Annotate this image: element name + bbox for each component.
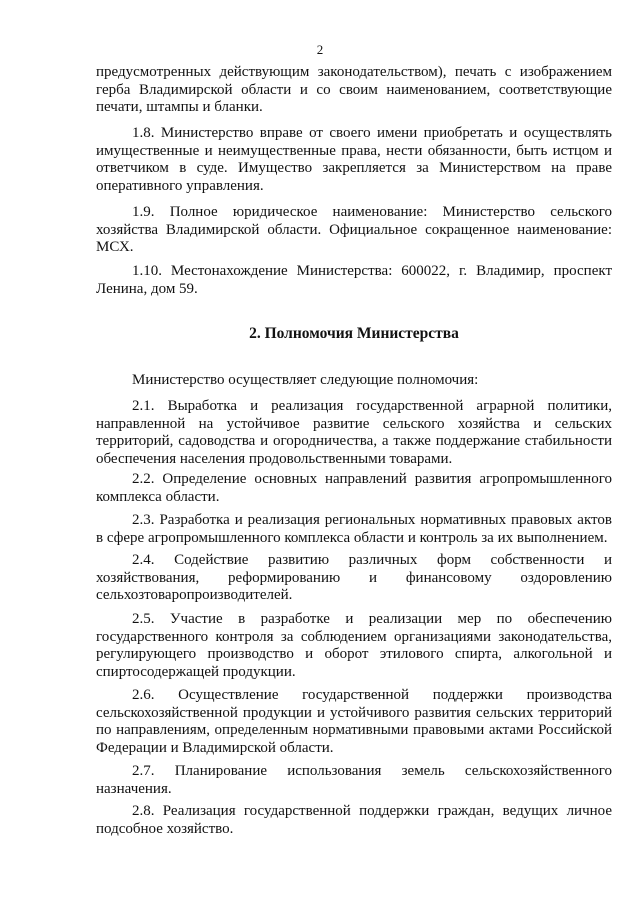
paragraph: предусмотренных действующим законодательством), печать с изображением герба Владимирской области и со своим наименованием, соответствующие печати, штампы и бланки. [96, 64, 612, 115]
list-item: 2.1. Выработка и реализация государственной аграрной политики, направленной на устойчивое развитие сельского хозяйства и сельских территорий, садоводства и огородничества, а также поддержание стабильности обеспечения населения продовольственными товарами. [96, 398, 612, 467]
list-item: 2.5. Участие в разработке и реализации мер по обеспечению государственного контроля за соблюдением организациями законодательства, регулирующего производство и оборот этилового спирта, алкогольной и спиртосодержащей продукции. [96, 611, 612, 680]
list-item: 2.4. Содействие развитию различных форм собственности и хозяйствования, реформированию и финансовому оздоровлению сельхозтоваропроизводителей. [96, 552, 612, 603]
clause-1-9 [96, 204, 612, 257]
list-item: 2.8. Реализация государственной поддержки граждан, ведущих личное подсобное хозяйство. [96, 803, 612, 837]
paragraph: 1.10. Местонахождение Министерства: 600022, г. Владимир, проспект Ленина, дом 59. [96, 263, 612, 297]
page-number: 2 [316, 42, 324, 57]
paragraph-continuation [96, 64, 612, 117]
clause-2-5 [96, 611, 612, 681]
clause-2-8 [96, 803, 612, 838]
paragraph: 1.9. Полное юридическое наименование: Министерство сельского хозяйства Владимирской области. Официальное сокращенное наименование: МСХ. [96, 204, 612, 255]
clause-2-1 [96, 398, 612, 468]
clause-2-2 [96, 471, 612, 506]
clause-1-8 [96, 125, 612, 195]
list-item: 2.6. Осуществление государственной поддержки производства сельскохозяйственной продукции и устойчивого развития сельских территорий по направлениям, определенным нормативными правовыми актами Российской Федерации и Владимирской области. [96, 687, 612, 756]
clause-2-3 [96, 512, 612, 547]
clause-2-6 [96, 687, 612, 757]
list-item: 2.7. Планирование использования земель сельскохозяйственного назначения. [96, 763, 612, 797]
list-item: 2.3. Разработка и реализация региональных нормативных правовых актов в сфере агропромышленного комплекса области и контроль за их выполнением. [96, 512, 612, 546]
clause-1-10 [96, 263, 612, 298]
clause-2-4 [96, 552, 612, 605]
section-heading: 2. Полномочия Министерства [249, 325, 459, 342]
paragraph: 1.8. Министерство вправе от своего имени приобретать и осуществлять имущественные и неимущественные права, нести обязанности, быть истцом и ответчиком в суде. Имущество закрепляется за Министерством на праве оперативного управления. [96, 125, 612, 194]
clause-2-7 [96, 763, 612, 798]
intro-paragraph: Министерство осуществляет следующие полномочия: [132, 372, 479, 388]
section-heading-block [96, 325, 612, 343]
intro-block [96, 372, 612, 390]
list-item: 2.2. Определение основных направлений развития агропромышленного комплекса области. [96, 471, 612, 505]
